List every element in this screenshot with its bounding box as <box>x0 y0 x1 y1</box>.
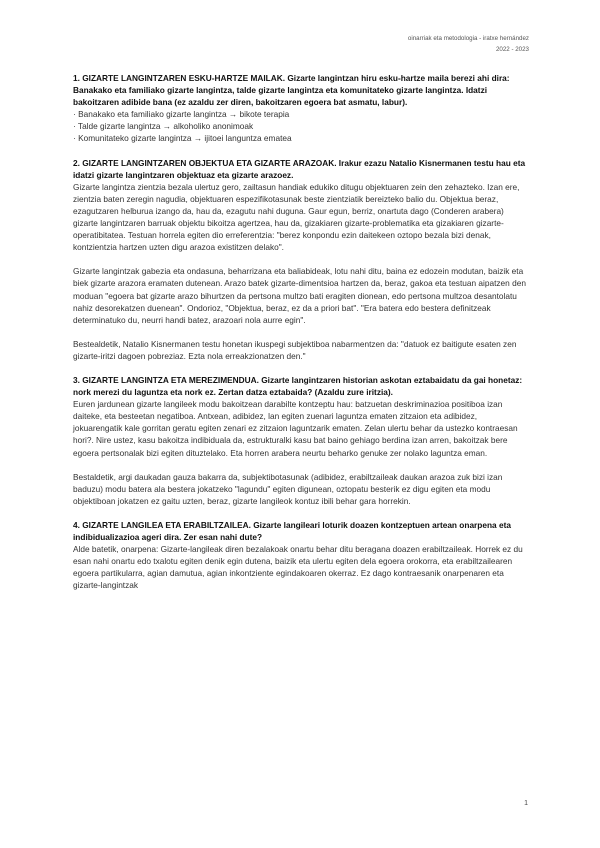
section-1-answer-list <box>73 108 528 144</box>
section-3-paragraph: Euren jardunean gizarte langileek modu bakoitzean darabilte kontzeptu hau: batzuetan deskriminazioa positiboa izan daiteke, eta besteetan negatiboa. Antxean, adibidez, lan egiten zuenari laguntza ematen zitzaion eta adibidez, jokuarengatik kale gorritan geratu egiten zenari ez zitzaion laguntzarik ematen. Zelan ulertu behar da ustezko kontraesan hori?. Nire ustez, kasu bakoitza indibiduala da, estrukturalki kasu bat baino gehiago berdina izan arren, bakoitzak bere egoera pertsonalak bizi egiten dituztelako. Eta horren arabera neurtu beharko genuke zer nolako laguntza eman. <box>73 399 518 458</box>
header-author-line: oinarriak eta metodologia - iratxe hernández <box>407 35 529 42</box>
section-3-question: 3. GIZARTE LANGINTZA ETA MEREZIMENDUA. Gizarte langintzaren historian askotan eztabaidatu da gai honetaz: nork merezi du laguntza eta nork ez. Zertan datza eztabaida? (Azaldu zure iritzia). <box>73 374 523 398</box>
answer-bullet: · Banakako eta familiako gizarte langintza → bikote terapia <box>73 109 290 120</box>
page-header <box>408 34 529 55</box>
section-1-question: 1. GIZARTE LANGINTZAREN ESKU-HARTZE MAILAK. Gizarte langintzan hiru esku-hartze maila berezi ahi dira: Banakako eta familiako gizarte langintza, talde gizarte langintza eta komunitateko gizarte langintza. Idatzi bakoitzaren adibide bana (ez azaldu zer diren, bakoitzaren egoera bat asmatu, labur). <box>73 73 510 108</box>
answer-bullet: · Talde gizarte langintza → alkoholiko anonimoak <box>73 121 254 132</box>
section-4-paragraph: Alde batetik, onarpena: Gizarte-langileak diren bezalakoak onartu behar ditu beragana doazen erabiltzaileak. Horrek ez du esan nahi onartu edo txalotu egiten denik egin dutena, baizik eta ulertu egiten dela egoera orokorra, eta erabiltzailearen egoera partikularra, agian damutua, agian inkontziente egindakoaren okerraz. Ez dago kontraesanik onarpenaren eta gizarte-langintzak <box>73 544 523 591</box>
page-number: 1 <box>524 800 528 807</box>
section-2-paragraph: Gizarte langintza zientzia bezala ulertuz gero, zailtasun handiak edukiko ditugu objektuaren zein den zehazteko. Izan ere, zientzia baten zeregin nagudia, objektuaren espezifikotasunak beste zientziatik bereizteko balio du. Objektua beraz, ezagutzaren helburua izango da, hau da, ezagutu nahi duguna. Gaur egun, berriz, onartuta dago (Conderen arabera) gizarte langintzaren barruak objektu bikoitza agertzea, hau da, gizakiaren gizarte-problematika eta gizakiaren gizarte-operatibitatea. Testuan horrela egiten dio erreferentzia: "berez konpondu ezin daitekeen oztopo bezala bizi denak, kontzientzia hartzen uzten digu arazoa existitzen delako". <box>73 181 520 253</box>
section-2-paragraph: Gizarte langintzak gabezia eta ondasuna, beharrizana eta baliabideak, lotu nahi ditu, baina ez edozein modutan, baizik eta biek gizarte arazora eramaten dutenean. Arazo batek gizarte-dimentsioa hartzen da, beraz, gakoa eta testuan aipatzen den moduan "egoera bat gizarte arazo bihurtzen da pertsona multzo bati eragiten dionean, edo pertsona multzoa desantolatu nahiz desorekatzen duenean". Ondorioz, "Objektua, beraz, ez da a priori bat". "Era batera edo bestera definitzeak determinatuko du, neurri handi batez, arazoari nola aurre egin". <box>73 266 526 325</box>
answer-bullet: · Komunitateko gizarte langintza → ijitoei languntza ematea <box>73 133 292 144</box>
header-year-line: 2022 - 2023 <box>495 45 529 53</box>
section-3-paragraph: Bestaldetik, argi daukadan gauza bakarra da, subjektibotasunak (adibidez, erabiltzaileak daukan arazoa zuk bizi izan baduzu) modu batera ala bestera jokatzeko "lagundu" egiten digunean, oztopatu besterik ez digu egiten eta modu objektiboan jokatzen ez gaitu uzten, beraz, gizarte langileok kontuz ibili behar gara horrekin. <box>73 471 503 506</box>
document-body <box>73 72 528 591</box>
section-2-paragraph: Bestealdetik, Natalio Kisnermanen testu honetan ikuspegi subjektiboa nabarmentzen da: "datuok ez baitigute esaten zen gizarte-iritzi dagoen pobreziaz. Ezta nola erreakzionatzen den." <box>73 338 517 361</box>
section-2-question: 2. GIZARTE LANGINTZAREN OBJEKTUA ETA GIZARTE ARAZOAK. Irakur ezazu Natalio Kisnermanen testu hau eta idatzi gizarte langintzaren objektuaz eta gizarte arazoez. <box>73 157 526 180</box>
section-4-question: 4. GIZARTE LANGILEA ETA ERABILTZAILEA. Gizarte langileari loturik doazen kontzeptuen artean onarpena eta indibidualizazioa ageri dira. Zer esan nahi dute? <box>73 519 511 542</box>
